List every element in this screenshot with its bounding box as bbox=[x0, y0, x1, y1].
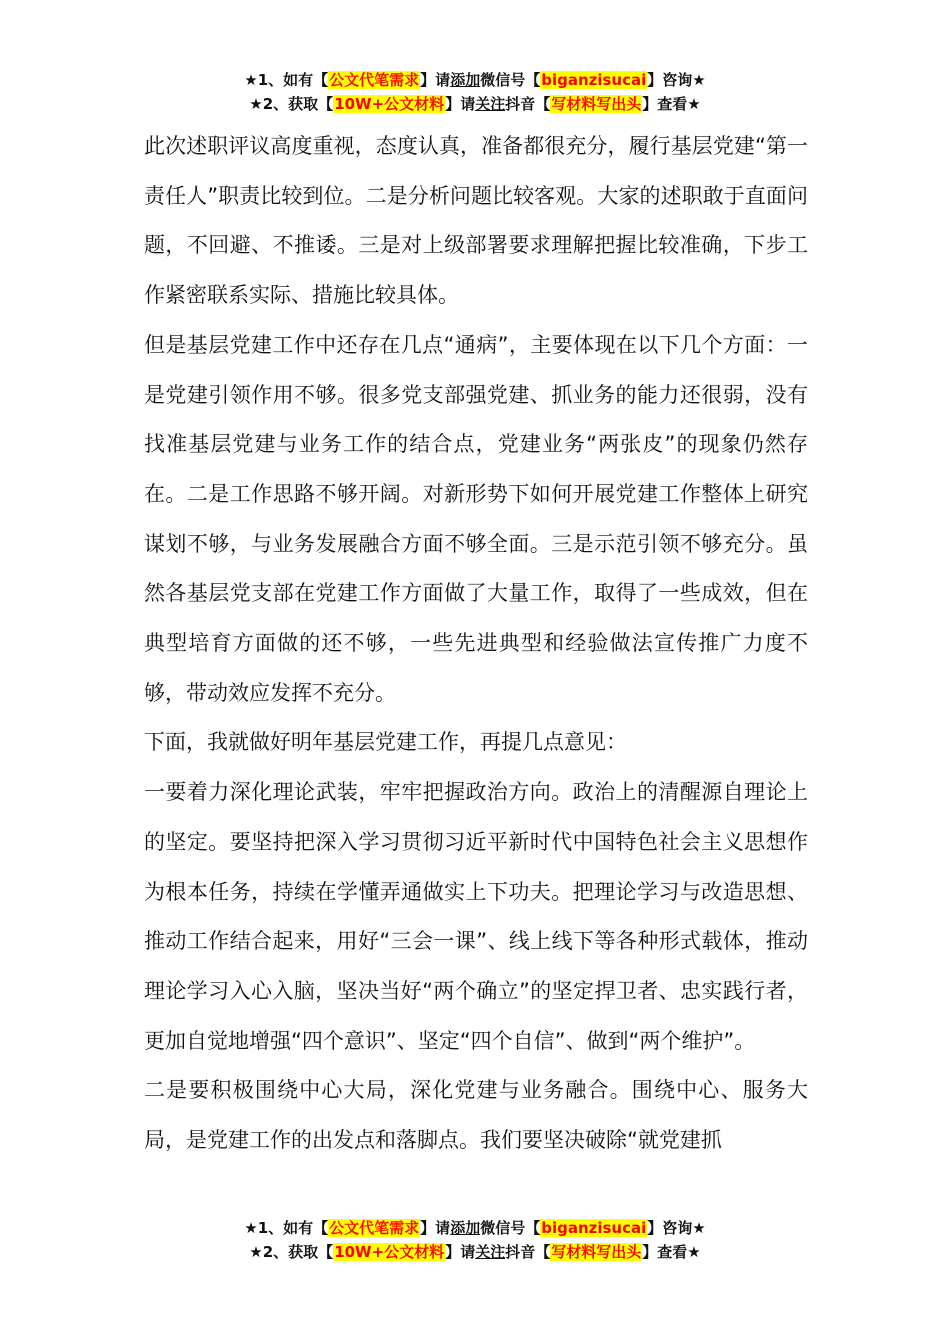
banner-text: 】请 bbox=[445, 95, 476, 113]
paragraph: 下面，我就做好明年基层党建工作，再提几点意见： bbox=[144, 730, 627, 755]
highlight-text: biganzisucai bbox=[541, 71, 647, 89]
banner-text: 】请 bbox=[420, 71, 451, 89]
banner-text: ★2、获取【 bbox=[249, 1243, 334, 1261]
banner-text: 】请 bbox=[420, 1219, 451, 1237]
document-body bbox=[144, 122, 808, 1166]
paragraph: 但是基层党建工作中还存在几点“通病”，主要体现在以下几个方面：一是党建引领作用不够。很多党支部强党建、抓业务的能力还很弱，没有找准基层党建与业务工作的结合点，党建业务“两张皮”的现象仍然存在。二是工作思路不够开阔。对新形势下如何开展党建工作整体上研究谋划不够，与业务发展融合方面不够全面。三是示范引领不够充分。虽然各基层党支部在党建工作方面做了大量工作，取得了一些成效，但在典型培育方面做的还不够，一些先进典型和经验做法宣传推广力度不够，带动效应发挥不充分。 bbox=[144, 332, 808, 705]
paragraph: 一要着力深化理论武装，牢牢把握政治方向。政治上的清醒源自理论上的坚定。要坚持把深入学习贯彻习近平新时代中国特色社会主义思想作为根本任务，持续在学懂弄通做实上下功夫。把理论学习与改造思想、推动工作结合起来，用好“三会一课”、线上线下等各种形式载体，推动理论学习入心入脑，坚决当好“两个确立”的坚定捍卫者、忠实践行者，更加自觉地增强“四个意识”、坚定“四个自信”、做到“两个维护”。 bbox=[144, 780, 808, 1053]
banner-text: 抖音【 bbox=[505, 1243, 551, 1261]
highlight-text: 10W+公文材料 bbox=[334, 95, 445, 113]
footer-banner bbox=[0, 1216, 950, 1264]
emphasis-text: 添加 bbox=[450, 1219, 481, 1237]
highlight-text: 写材料写出头 bbox=[551, 95, 642, 113]
banner-line-1 bbox=[0, 1216, 950, 1240]
banner-line-2 bbox=[0, 1240, 950, 1264]
header-banner bbox=[0, 68, 950, 116]
banner-text: ★1、如有【 bbox=[244, 71, 329, 89]
highlight-text: biganzisucai bbox=[541, 1219, 647, 1237]
highlight-text: 写材料写出头 bbox=[551, 1243, 642, 1261]
highlight-text: 公文代笔需求 bbox=[329, 1219, 420, 1237]
banner-text: ★1、如有【 bbox=[244, 1219, 329, 1237]
banner-text: 】咨询★ bbox=[647, 1219, 706, 1237]
emphasis-text: 关注 bbox=[475, 1243, 506, 1261]
highlight-text: 10W+公文材料 bbox=[334, 1243, 445, 1261]
emphasis-text: 添加 bbox=[450, 71, 481, 89]
banner-text: 微信号【 bbox=[480, 1219, 541, 1237]
banner-text: 】请 bbox=[445, 1243, 476, 1261]
banner-text: 】咨询★ bbox=[647, 71, 706, 89]
banner-line-2 bbox=[0, 92, 950, 116]
banner-text: 】查看★ bbox=[642, 1243, 701, 1261]
highlight-text: 公文代笔需求 bbox=[329, 71, 420, 89]
banner-text: 】查看★ bbox=[642, 95, 701, 113]
banner-text: 微信号【 bbox=[480, 71, 541, 89]
paragraph: 二是要积极围绕中心大局，深化党建与业务融合。围绕中心、服务大局，是党建工作的出发点和落脚点。我们要坚决破除“就党建抓 bbox=[144, 1078, 808, 1153]
emphasis-text: 关注 bbox=[475, 95, 506, 113]
banner-text: 抖音【 bbox=[505, 95, 551, 113]
banner-text: ★2、获取【 bbox=[249, 95, 334, 113]
banner-line-1 bbox=[0, 68, 950, 92]
paragraph: 此次述职评议高度重视，态度认真，准备都很充分，履行基层党建“第一责任人”职责比较到位。二是分析问题比较客观。大家的述职敢于直面问题，不回避、不推诿。三是对上级部署要求理解把握比较准确，下步工作紧密联系实际、措施比较具体。 bbox=[144, 134, 808, 308]
